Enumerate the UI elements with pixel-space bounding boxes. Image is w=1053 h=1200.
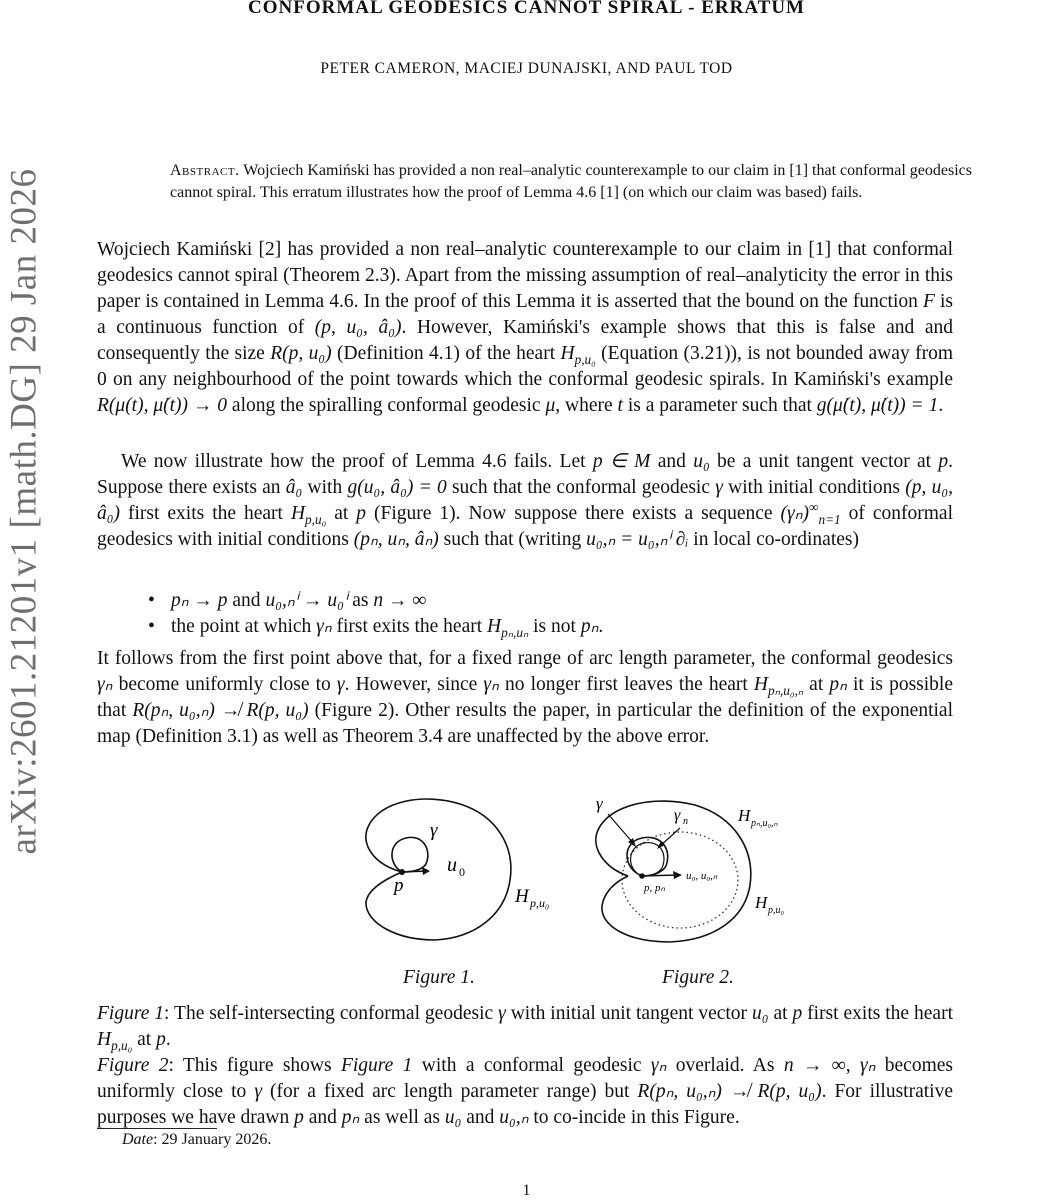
- bullet-dot-icon: •: [148, 590, 155, 611]
- p1-text-i: .: [938, 395, 944, 416]
- figures: [350, 790, 820, 960]
- fig1-H-label: H: [515, 886, 529, 907]
- cap1-text-a: : The self-intersecting conformal geodesic: [164, 1003, 499, 1024]
- math-a0hat: â₀: [285, 477, 303, 498]
- math-mu: μ: [545, 395, 556, 416]
- fig2-inner-heart-dotted: [622, 832, 738, 928]
- math-gamma-n-3: γₙ: [483, 674, 499, 695]
- cap2-n-inf: n → ∞: [783, 1055, 846, 1076]
- math-n1: n=1: [818, 511, 841, 527]
- abstract-label: Abstract.: [170, 162, 240, 179]
- p2-text-a: We now illustrate how the proof of Lemma 4.6 fails. Let: [121, 451, 593, 472]
- math-initial-conditions: (p, u₀, â₀): [314, 317, 402, 338]
- cap2-p: p: [294, 1107, 304, 1128]
- math-u0: u₀: [693, 451, 710, 472]
- cap2-gamma-n: γₙ: [650, 1055, 667, 1076]
- bullet-item-1: [97, 588, 953, 614]
- fig2-H-top-label: H: [738, 806, 751, 825]
- paper-title: CONFORMAL GEODESICS CANNOT SPIRAL - ERRATUM: [248, 0, 805, 18]
- figure-1-label: Figure 1.: [403, 967, 475, 988]
- p2-text-l: such that (writing: [438, 529, 587, 550]
- math-pn: pₙ: [580, 616, 599, 637]
- p1-text-d: (Definition 4.1) of the heart: [331, 343, 561, 364]
- footnote-text: : 29 January 2026.: [153, 1131, 272, 1148]
- fig2-gamma-n-sub: n: [683, 816, 688, 827]
- bullet1-text-a: and: [227, 590, 266, 611]
- math-initial-conditions-2: (p, u₀, â₀): [97, 477, 953, 524]
- math-p-2: p: [356, 503, 366, 524]
- p1-text-h: is a parameter such that: [622, 395, 817, 416]
- cap2-gamma: γ: [254, 1081, 262, 1102]
- fig1-heart-curve: [366, 799, 511, 940]
- p3-text-d: no longer first leaves the heart: [498, 674, 754, 695]
- fig2-gamma-n-label: γ: [674, 807, 681, 824]
- cap2-gamma-n-2: γₙ: [859, 1055, 876, 1076]
- p2-text-g: with initial conditions: [722, 477, 906, 498]
- math-heart-sub-2: p,u₀: [305, 511, 327, 527]
- p3-text-g: (Figure 2). Other results the paper, in particular the definition of the exponential map (Definition 3.1) as well as Theorem 3.4 are unaffected by the above error.: [97, 700, 953, 747]
- cap2-text-e: becomes uniformly close to: [97, 1055, 953, 1102]
- figure-1-diagram: [366, 799, 549, 940]
- cap1-text-c: at: [768, 1003, 793, 1024]
- caption-figure-1: [97, 1001, 953, 1053]
- fig2-gamma-pointer: [608, 814, 634, 844]
- cap2-u0: u₀: [444, 1107, 462, 1128]
- fig2-p-label: p, pₙ: [644, 882, 665, 894]
- cap2-text-j: and: [461, 1107, 500, 1128]
- cap2-text-i: as well as: [359, 1107, 445, 1128]
- math-n-to-inf: n → ∞: [373, 590, 427, 611]
- p2-text-k: of conformal geodesics with initial conditions: [97, 503, 953, 550]
- fig2-H-bottom-sub: p,u₀: [768, 905, 784, 916]
- p1-text-e: (Equation (3.21)), is not bounded away from 0 on any neighbourhood of the point towards which the conformal geodesic spirals. In Kamiński's example: [97, 343, 953, 390]
- math-heart-sub: p,u₀: [574, 351, 596, 367]
- math-p-in-M: p ∈ M: [592, 451, 651, 472]
- p1-text-c: . However, Kamiński's example shows that this is false and and consequently the size: [97, 317, 953, 364]
- fig1-u0-label: u: [447, 854, 457, 876]
- cap2-text-f: (for a fixed arc length parameter range) but: [262, 1081, 638, 1102]
- cap2-label: Figure 2: [97, 1055, 169, 1076]
- fig2-arrowhead-icon: [673, 871, 682, 879]
- math-pn-to-p: pₙ → p: [171, 590, 228, 611]
- cap1-p: p: [792, 1003, 803, 1024]
- math-seq-conditions: (pₙ, uₙ, âₙ): [353, 529, 439, 550]
- fig1-arrowhead-icon: [422, 867, 430, 875]
- math-gamma-2: γ: [336, 674, 345, 695]
- p3-text-b: become uniformly close to: [112, 674, 337, 695]
- math-heart-size: R(p, u₀): [270, 343, 332, 364]
- paragraph-1: [97, 237, 953, 419]
- p2-text-c: be a unit tangent vector at: [709, 451, 939, 472]
- p1-text-a: Wojciech Kamiński [2] has provided a non real–analytic counterexample to our claim in [1] that conformal geodesics cannot spiral (Theorem 2.3). Apart from the missing assumption of real–analyticity the error in this paper is contained in Lemma 4.6. In the proof of this Lemma it is asserted that the bound on the function: [97, 239, 953, 312]
- cap2-fig1-ref: Figure 1: [340, 1055, 413, 1076]
- footnote-label: Date: [122, 1131, 154, 1148]
- cap2-text-c: overlaid. As: [666, 1055, 784, 1076]
- p2-text-i: at: [326, 503, 357, 524]
- bullet-list: [97, 588, 953, 640]
- fig1-gamma-loop: [392, 837, 428, 872]
- math-heart-sub-4: pₙ,u₀,ₙ: [768, 682, 804, 698]
- p2-text-f: such that the conformal geodesic: [446, 477, 716, 498]
- abstract: [170, 160, 982, 204]
- cap1-text-e: at: [132, 1029, 157, 1050]
- fig1-p-label: p: [394, 875, 404, 896]
- footnote-divider: [97, 1128, 217, 1129]
- cap1-H: H: [97, 1029, 112, 1050]
- p2-text-h: first exits the heart: [120, 503, 291, 524]
- math-u0n-to-u0: u₀,ₙⁱ → u₀ⁱ: [265, 590, 348, 611]
- math-p: p: [938, 451, 949, 472]
- cap1-H-sub: p,u₀: [111, 1037, 133, 1053]
- p3-text-e: at: [803, 674, 830, 695]
- figure-2-label: Figure 2.: [662, 967, 734, 988]
- math-gamma-n: γₙ: [316, 616, 332, 637]
- arxiv-identifier: arXiv:2601.21201v1 [math.DG] 29 Jan 2026: [3, 168, 45, 854]
- p2-text-m: in local co-ordinates): [688, 529, 859, 550]
- bullet-dot-icon: •: [148, 616, 155, 637]
- bullet2-text-a: the point at which: [171, 616, 317, 637]
- fig1-gamma-label: γ: [430, 820, 438, 841]
- fig2-gamma-label: γ: [596, 794, 603, 813]
- bullet2-text-c: is not: [528, 616, 581, 637]
- math-orthogonality: g(u₀, â₀) = 0: [347, 477, 447, 498]
- fig1-u0-sub: 0: [459, 865, 465, 879]
- fig1-H-sub: p,u₀: [530, 896, 550, 910]
- cap1-text-b: with initial unit tangent vector: [505, 1003, 752, 1024]
- page-number: 1: [522, 1182, 531, 1199]
- math-pn-2: pₙ: [829, 674, 847, 695]
- p2-text-d: . Suppose there exists an: [97, 451, 954, 498]
- p2-text-e: with: [302, 477, 348, 498]
- p1-text-b: is a continuous function of: [97, 291, 953, 338]
- math-gamma: γ: [715, 477, 723, 498]
- abstract-text: Wojciech Kamiński has provided a non real–analytic counterexample to our claim in [1] that conformal geodesics cannot spiral. This erratum illustrates how the proof of Lemma 4.6 [1] (on which our claim was based) fails.: [170, 162, 972, 201]
- bullet2-text-b: first exits the heart: [331, 616, 488, 637]
- fig2-H-bottom-label: H: [755, 893, 768, 912]
- fig2-H-top-sub: pₙ,u₀,ₙ: [751, 818, 778, 829]
- cap2-R-not-converge: R(pₙ, u₀,ₙ) ↛ R(p, u₀): [637, 1081, 822, 1102]
- fig2-u-label: u₀, u₀,ₙ: [686, 870, 718, 882]
- bullet-item-2: [97, 614, 953, 640]
- math-R-limit: R(μ(t), μ̇(t)) → 0: [97, 395, 228, 416]
- cap2-text-h: and: [303, 1107, 342, 1128]
- p3-text-f: it is possible that: [97, 674, 953, 721]
- cap2-text-g: . For illustrative purposes we have drawn: [97, 1081, 953, 1128]
- cap2-pn: pₙ: [341, 1107, 360, 1128]
- cap1-gamma: γ: [498, 1003, 506, 1024]
- paragraph-2: [97, 449, 953, 553]
- arxiv-sidebar: [4, 136, 44, 886]
- math-heart-H: H: [560, 343, 575, 364]
- math-heart-H-4: H: [753, 674, 769, 695]
- fig2-tangent-arrow: [642, 875, 678, 876]
- cap1-text-f: .: [165, 1029, 171, 1050]
- caption-figure-2: [97, 1053, 953, 1131]
- cap1-text-d: first exits the heart: [802, 1003, 953, 1024]
- math-gamma-n-2: γₙ: [97, 674, 113, 695]
- cap2-text-a: : This figure shows: [168, 1055, 341, 1076]
- math-normalisation: g(μ̇(t), μ̇(t)) = 1: [816, 395, 939, 416]
- math-infinity: ∞: [809, 499, 819, 515]
- math-gamma-seq: (γₙ): [780, 503, 809, 524]
- math-F: F: [922, 291, 935, 312]
- math-t: t: [617, 395, 623, 416]
- cap1-u0: u₀: [751, 1003, 769, 1024]
- p3-text-c: . However, since: [344, 674, 484, 695]
- cap2-text-b: with a conformal geodesic: [412, 1055, 651, 1076]
- cap1-label: Figure 1: [97, 1003, 165, 1024]
- math-u0n-def: u₀,ₙ = u₀,ₙⁱ ∂ᵢ: [586, 529, 689, 550]
- p2-text-j: (Figure 1). Now suppose there exists a sequence: [366, 503, 781, 524]
- cap2-u0n: u₀,ₙ: [499, 1107, 529, 1128]
- cap2-text-d: ,: [845, 1055, 860, 1076]
- math-R-not-converge: R(pₙ, u₀,ₙ) ↛ R(p, u₀): [132, 700, 309, 721]
- p1-text-f: along the spiralling conformal geodesic: [227, 395, 546, 416]
- p2-text-b: and: [650, 451, 694, 472]
- paragraph-3: [97, 646, 953, 750]
- math-heart-H-2: H: [290, 503, 306, 524]
- bullet2-text-d: .: [598, 616, 604, 637]
- math-heart-sub-3: pₙ,uₙ: [501, 624, 529, 640]
- figure-2-diagram: [596, 794, 785, 942]
- p3-text-a: It follows from the first point above that, for a fixed range of arc length parameter, the conformal geodesics: [97, 648, 953, 669]
- footnote-date: [122, 1131, 271, 1149]
- cap1-p-2: p: [156, 1029, 166, 1050]
- cap2-text-k: to co-incide in this Figure.: [528, 1107, 740, 1128]
- math-heart-H-3: H: [487, 616, 502, 637]
- p1-text-g: , where: [555, 395, 618, 416]
- bullet1-text-b: as: [347, 590, 374, 611]
- paper-authors: PETER CAMERON, MACIEJ DUNAJSKI, AND PAUL TOD: [320, 60, 733, 77]
